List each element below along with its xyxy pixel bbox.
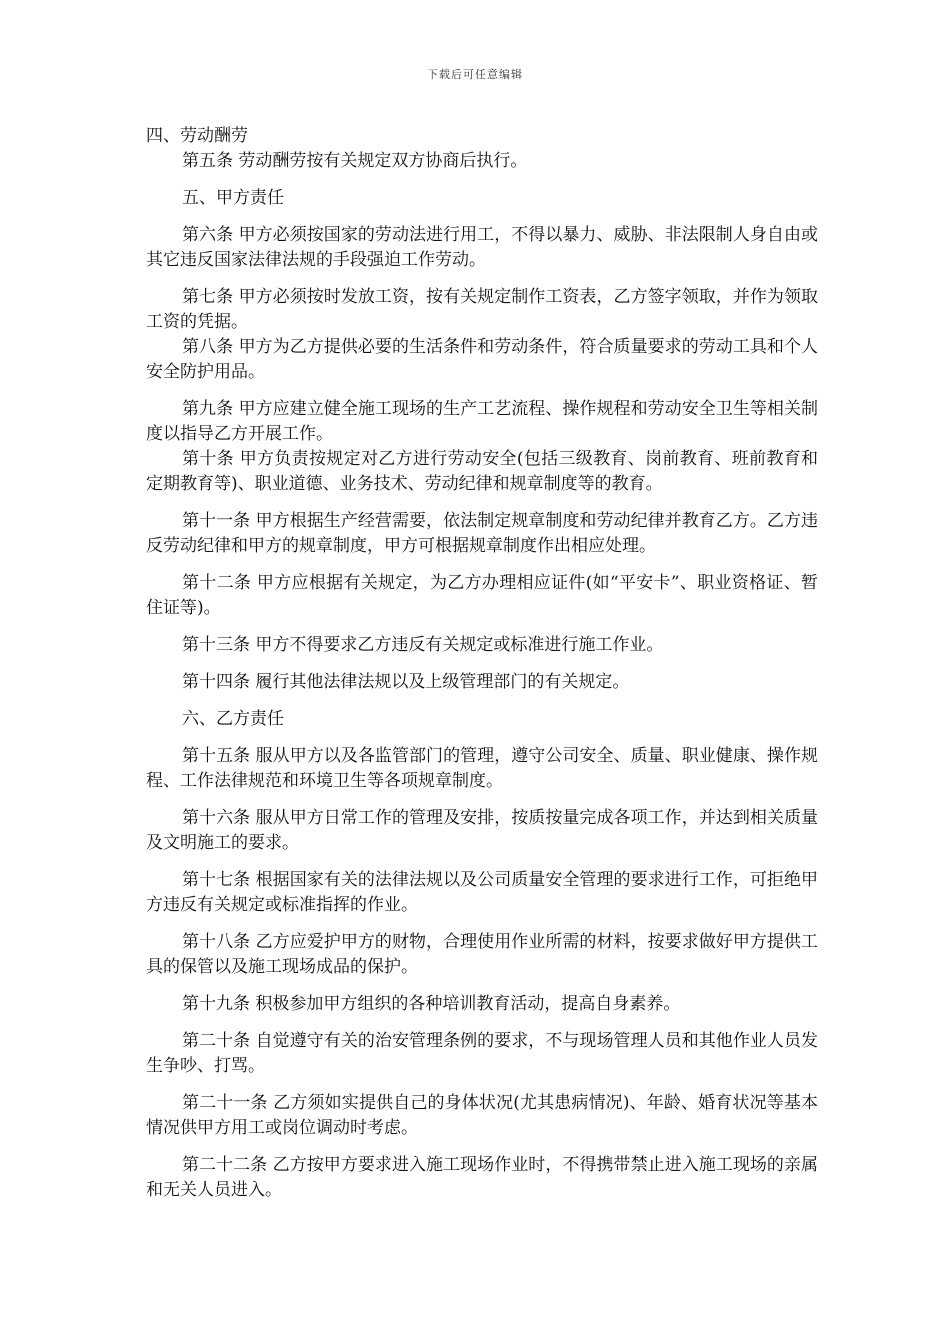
article-22: 第二十二条 乙方按甲方要求进入施工现场作业时，不得携带禁止进入施工现场的亲属和无关人员进入。 — [146, 1155, 818, 1200]
article-20: 第二十条 自觉遵守有关的治安管理条例的要求，不与现场管理人员和其他作业人员发生争吵、打骂。 — [146, 1031, 818, 1076]
article-19: 第十九条 积极参加甲方组织的各种培训教育活动，提高自身素养。 — [182, 994, 681, 1014]
section-heading-party-a: 五、甲方责任 — [182, 188, 284, 208]
document-body — [146, 124, 818, 1203]
article-16: 第十六条 服从甲方日常工作的管理及安排，按质按量完成各项工作，并达到相关质量及文明施工的要求。 — [146, 808, 818, 853]
page-header: 下载后可任意编辑 — [427, 68, 523, 81]
article-14: 第十四条 履行其他法律法规以及上级管理部门的有关规定。 — [182, 672, 630, 692]
article-6: 第六条 甲方必须按国家的劳动法进行用工，不得以暴力、威胁、非法限制人身自由或其它违反国家法律法规的手段强迫工作劳动。 — [146, 225, 818, 270]
article-21: 第二十一条 乙方须如实提供自己的身体状况(尤其患病情况)、年龄、婚育状况等基本情况供甲方用工或岗位调动时考虑。 — [146, 1093, 818, 1138]
article-5: 第五条 劳动酬劳按有关规定双方协商后执行。 — [182, 151, 528, 171]
article-10: 第十条 甲方负责按规定对乙方进行劳动安全(包括三级教育、岗前教育、班前教育和定期教育等)、职业道德、业务技术、劳动纪律和规章制度等的教育。 — [146, 449, 818, 494]
article-12: 第十二条 甲方应根据有关规定，为乙方办理相应证件(如“平安卡”、职业资格证、暂住证等)。 — [146, 573, 818, 618]
article-18: 第十八条 乙方应爱护甲方的财物，合理使用作业所需的材料，按要求做好甲方提供工具的保管以及施工现场成品的保护。 — [146, 932, 818, 977]
section-heading-labor-pay: 四、劳动酬劳 — [146, 126, 248, 146]
article-13: 第十三条 甲方不得要求乙方违反有关规定或标准进行施工作业。 — [182, 635, 664, 655]
article-15: 第十五条 服从甲方以及各监管部门的管理，遵守公司安全、质量、职业健康、操作规程、工作法律规范和环境卫生等各项规章制度。 — [146, 746, 818, 791]
article-11: 第十一条 甲方根据生产经营需要，依法制定规章制度和劳动纪律并教育乙方。乙方违反劳动纪律和甲方的规章制度，甲方可根据规章制度作出相应处理。 — [146, 511, 818, 556]
article-7: 第七条 甲方必须按时发放工资，按有关规定制作工资表，乙方签字领取，并作为领取工资的凭据。 — [146, 287, 818, 332]
article-8: 第八条 甲方为乙方提供必要的生活条件和劳动条件，符合质量要求的劳动工具和个人安全防护用品。 — [146, 337, 818, 382]
article-17: 第十七条 根据国家有关的法律法规以及公司质量安全管理的要求进行工作，可拒绝甲方违反有关规定或标准指挥的作业。 — [146, 870, 818, 915]
section-heading-party-b: 六、乙方责任 — [182, 709, 284, 729]
article-9: 第九条 甲方应建立健全施工现场的生产工艺流程、操作规程和劳动安全卫生等相关制度以指导乙方开展工作。 — [146, 399, 818, 444]
